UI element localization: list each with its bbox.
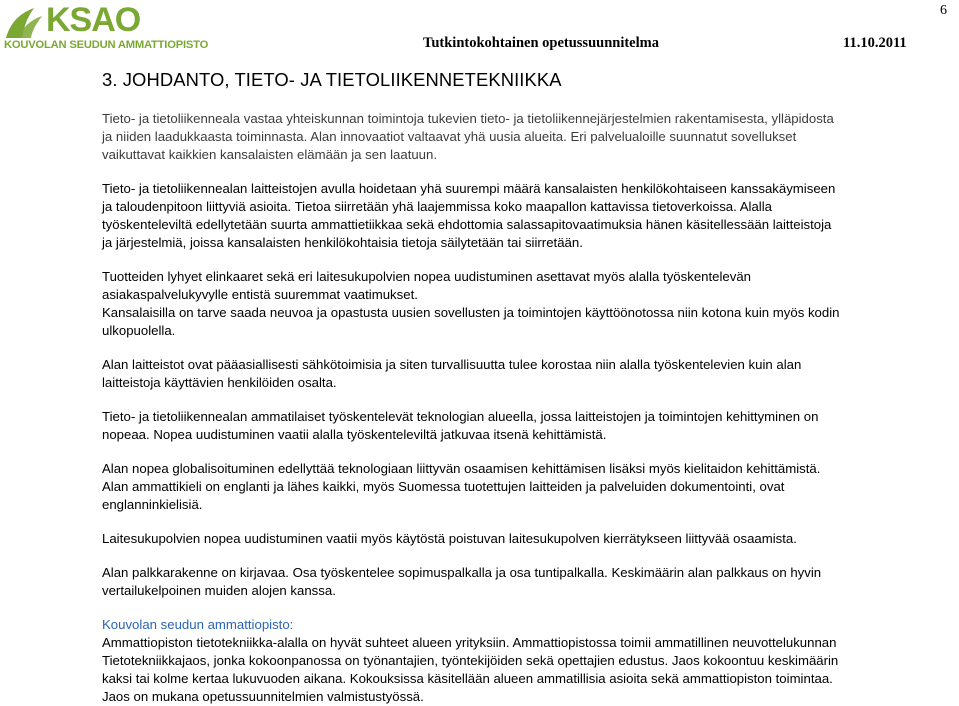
paragraph-line: kaksi tai kolme kertaa lukuvuoden aikana. Kokouksissa käsitellään alueen ammatillisia asioita sekä ammattiopiston toimintaa. (102, 671, 833, 686)
paragraph-line: Alan palkkarakenne on kirjavaa. Osa työskentelee sopimuspalkalla ja osa tuntipalkalla. Keskimäärin alan palkkaus on hyvin (102, 565, 822, 580)
paragraph-line: työskenteleviltä edellytetään suurta ammattietiikkaa sekä ehdottomia salassapitovaatimuksia hänen käsitellessään laitteistoja (102, 217, 832, 232)
paragraph-intro (102, 110, 952, 164)
paragraph-line: Tieto- ja tietoliikennealan ammatilaiset työskentelevät teknologian alueella, jossa laitteistojen ja toimintojen kehittyminen on (102, 409, 819, 424)
logo-subtitle: KOUVOLAN SEUDUN AMMATTIOPISTO (4, 39, 209, 51)
document-title: Tutkintokohtainen opetussuunnitelma (423, 35, 659, 51)
page-number: 6 (940, 3, 947, 18)
paragraph-line: Ammattiopiston tietotekniikka-alalla on hyvät suhteet alueen yrityksiin. Ammattiopistossa toimii ammatillinen neuvottelukunnan (102, 635, 837, 650)
section-heading: 3. JOHDANTO, TIETO- JA TIETOLIIKENNETEKNIIKKA (102, 69, 562, 90)
paragraph-line: asiakaspalvelukyvylle entistä suuremmat vaatimukset. (102, 287, 418, 302)
paragraph-line: Alan laitteistot ovat pääasiallisesti sähkötoimisia ja siten turvallisuutta tulee korostaa niin alalla työskentelevien kuin alan (102, 357, 802, 372)
document-body (102, 110, 952, 706)
paragraph-institution (102, 616, 952, 706)
paragraph-line: vaikuttavat kaikkien kansalaisten elämään ja sen laatuun. (102, 147, 438, 162)
paragraph-line: Tieto- ja tietoliikennealan laitteistojen avulla hoidetaan yhä suurempi määrä kansalaisten henkilökohtaiseen kanssakäymiseen (102, 181, 836, 196)
institution-subheading: Kouvolan seudun ammattiopisto: (102, 617, 294, 632)
document-date: 11.10.2011 (843, 35, 907, 51)
paragraph-line: ja järjestelmiä, joissa kansalaisten henkilökohtaisia tietoja säilytetään tai siirretään. (102, 235, 583, 250)
paragraph-line: Kansalaisilla on tarve saada neuvoa ja opastusta uusien sovellusten ja toimintojen käyttöönotossa niin kotona kuin myös kodin (102, 305, 840, 320)
paragraph-lifecycle (102, 268, 952, 340)
paragraph-line: englanninkielisiä. (102, 497, 203, 512)
paragraph-professionals (102, 408, 952, 444)
leaf-logo-icon (4, 4, 44, 40)
logo-wordmark: KSAO (46, 1, 141, 39)
paragraph-line: laitteistoja käyttävien henkilöiden osalta. (102, 375, 337, 390)
paragraph-line: Alan ammattikieli on englanti ja lähes kaikki, myös Suomessa tuotettujen laitteiden ja palveluiden dokumentointi, ovat (102, 479, 785, 494)
paragraph-line: Alan nopea globalisoituminen edellyttää teknologiaan liittyvän osaamisen kehittämisen lisäksi myös kielitaidon kehittämistä. (102, 461, 821, 476)
paragraph-line: nopeaa. Nopea uudistuminen vaatii alalla työskenteleviltä jatkuvaa itsenä kehittämistä. (102, 427, 607, 442)
paragraph-line: ja taloudenpitoon liittyviä asioita. Tietoa siirretään yhä laajemmissa koko maapallon kattavissa tietoverkoissa. Alalla (102, 199, 772, 214)
ksao-logo (4, 2, 244, 54)
paragraph-line: Tuotteiden lyhyet elinkaaret sekä eri laitesukupolvien nopea uudistuminen asettavat myös alalla työskentelevän (102, 269, 752, 284)
paragraph-line: Jaos on mukana opetussuunnitelmien valmistustyössä. (102, 689, 424, 704)
paragraph-salary (102, 564, 952, 600)
paragraph-line: Tietotekniikkajaos, jonka kokoonpanossa on työnantajien, työntekijöiden sekä opettajien edustus. Jaos kokoontuu keskimäärin (102, 653, 839, 668)
paragraph-line: Laitesukupolvien nopea uudistuminen vaatii myös käytöstä poistuvan laitesukupolven kierrätykseen liittyvää osaamista. (102, 531, 797, 546)
paragraph-recycling (102, 530, 952, 548)
paragraph-safety (102, 356, 952, 392)
paragraph-line: ulkopuolella. (102, 323, 176, 338)
paragraph-globalisation (102, 460, 952, 514)
paragraph-equipment (102, 180, 952, 252)
paragraph-line: ja niiden laadukkaasta toiminnasta. Alan innovaatiot valtaavat yhä uusia alueita. Eri palvelualoille suunnatut sovellukset (102, 129, 797, 144)
paragraph-line: Tieto- ja tietoliikenneala vastaa yhteiskunnan toimintoja tukevien tieto- ja tietoliikennejärjestelmien rakentamisesta, ylläpidosta (102, 111, 834, 126)
paragraph-line: vertailukelpoinen muiden alojen kanssa. (102, 583, 336, 598)
